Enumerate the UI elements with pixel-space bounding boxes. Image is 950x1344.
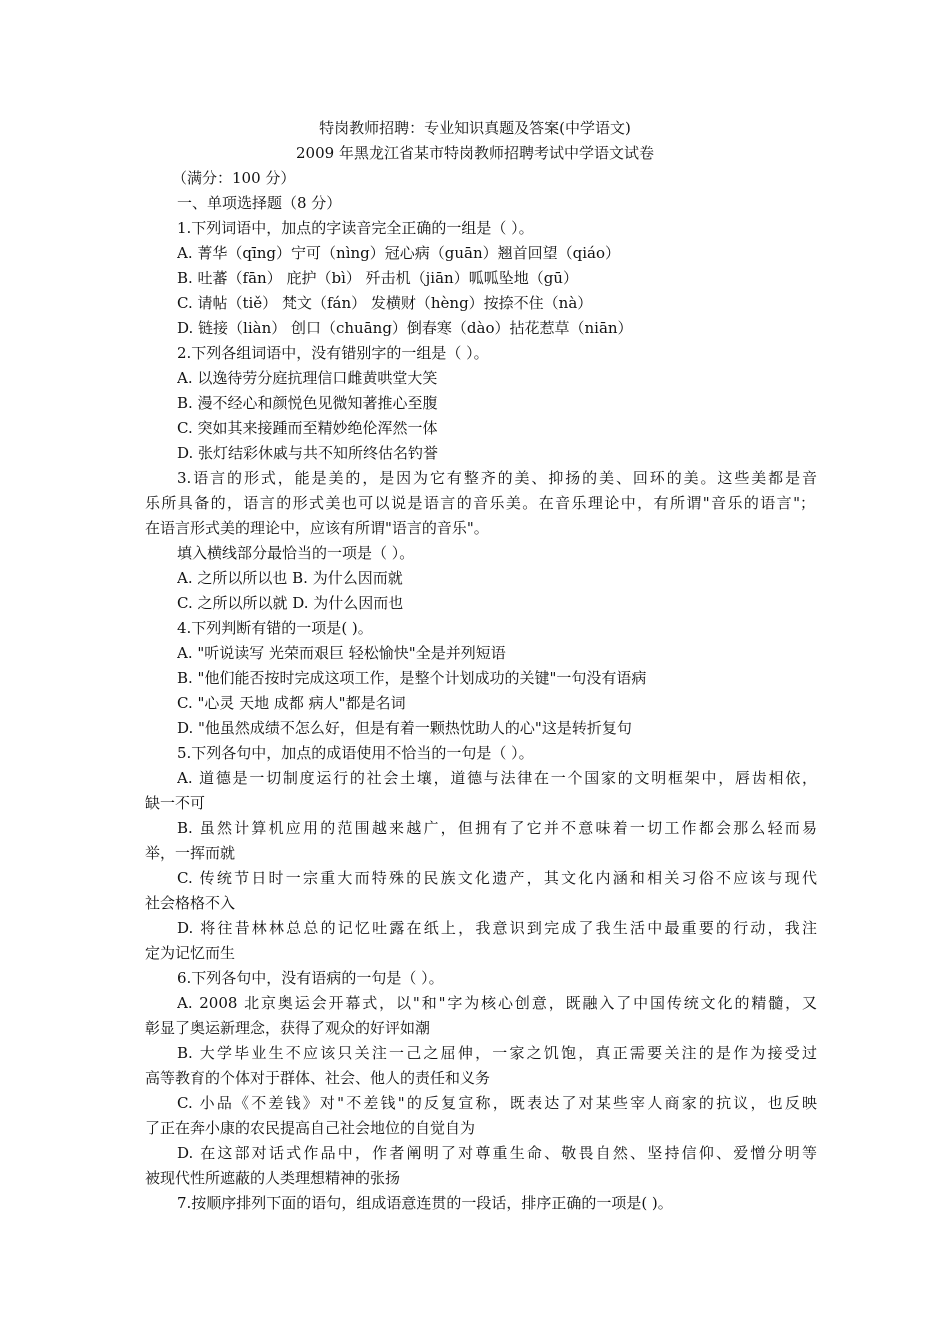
paragraph-line: 在语言形式美的理论中，应该有所谓"语言的音乐"。 <box>145 519 489 537</box>
option-line: C. 传统节日时一宗重大而特殊的民族文化遗产，其文化内涵和相关习俗不应该与现代 <box>177 869 817 887</box>
paragraph-line: 彰显了奥运新理念，获得了观众的好评如潮 <box>145 1019 431 1037</box>
paragraph-line: 举，一挥而就 <box>145 844 236 862</box>
question-7: 7.按顺序排列下面的语句，组成语意连贯的一段话，排序正确的一项是( )。 <box>177 1194 673 1212</box>
option-line: A. 道德是一切制度运行的社会土壤，道德与法律在一个国家的文明框架中，唇齿相依， <box>177 769 817 787</box>
question-1: 1.下列词语中，加点的字读音完全正确的一组是（ ）。 <box>177 219 534 237</box>
paragraph-line: 定为记忆而生 <box>145 944 236 962</box>
option-line: B. 吐蕃（fān） 庇护（bì） 歼击机（jiān）呱呱坠地（gū） <box>177 269 578 287</box>
question-6: 6.下列各句中，没有语病的一句是（ ）。 <box>177 969 444 987</box>
option-line: D. 将往昔林林总总的记忆吐露在纸上，我意识到完成了我生活中最重要的行动，我注 <box>177 919 817 937</box>
option-line: D. 链接（liàn） 创口（chuāng）倒春寒（dào）拈花惹草（niān） <box>177 319 633 337</box>
option-line: D. 在这部对话式作品中，作者阐明了对尊重生命、敬畏自然、坚持信仰、爱憎分明等 <box>177 1144 817 1162</box>
section-heading: 一、单项选择题（8 分） <box>177 194 342 212</box>
paragraph-line: 缺一不可 <box>145 794 206 812</box>
option-line: A. 菁华（qīng）宁可（nìng）冠心病（guān）翘首回望（qiáo） <box>177 244 620 262</box>
paragraph-line: 乐所具备的，语言的形式美也可以说是语言的音乐美。在音乐理论中，有所谓"音乐的语言"； <box>145 494 815 512</box>
option-line: C. "心灵 天地 成都 病人"都是名词 <box>177 694 406 712</box>
exam-subtitle: 2009 年黑龙江省某市特岗教师招聘考试中学语文试卷 <box>296 144 654 162</box>
paragraph-line: 社会格格不入 <box>145 894 236 912</box>
question-3-prompt: 填入横线部分最恰当的一项是（ ）。 <box>177 544 415 562</box>
option-line: C. 请帖（tiě） 梵文（fán） 发横财（hèng）按捺不住（nà） <box>177 294 593 312</box>
question-2: 2.下列各组词语中，没有错别字的一组是（ ）。 <box>177 344 489 362</box>
option-line: D. 张灯结彩休戚与共不知所终估名钓誉 <box>177 444 439 462</box>
option-line: B. 虽然计算机应用的范围越来越广，但拥有了它并不意味着一切工作都会那么轻而易 <box>177 819 817 837</box>
option-line: A. 2008 北京奥运会开幕式，以"和"字为核心创意，既融入了中国传统文化的精髓，又 <box>177 994 817 1012</box>
full-score: （满分：100 分） <box>172 169 296 187</box>
paragraph-line: 了正在奔小康的农民提高自己社会地位的自觉自为 <box>145 1119 476 1137</box>
option-line: B. 漫不经心和颜悦色见微知著推心至腹 <box>177 394 438 412</box>
option-line: C. 突如其来接踵而至精妙绝伦浑然一体 <box>177 419 438 437</box>
question-5: 5.下列各句中，加点的成语使用不恰当的一句是（ ）。 <box>177 744 534 762</box>
option-line: A. 以逸待劳分庭抗理信口雌黄哄堂大笑 <box>177 369 438 387</box>
option-line: A. 之所以所以也 B. 为什么因而就 <box>177 569 403 587</box>
question-4: 4.下列判断有错的一项是( )。 <box>177 619 373 637</box>
question-3: 3.语言的形式，能是美的，是因为它有整齐的美、抑扬的美、回环的美。这些美都是音 <box>177 469 817 487</box>
option-line: C. 之所以所以就 D. 为什么因而也 <box>177 594 404 612</box>
option-line: C. 小品《不差钱》对"不差钱"的反复宣称，既表达了对某些宰人商家的抗议，也反映 <box>177 1094 817 1112</box>
paragraph-line: 高等教育的个体对于群体、社会、他人的责任和义务 <box>145 1069 491 1087</box>
option-line: B. 大学毕业生不应该只关注一己之屈伸，一家之饥饱，真正需要关注的是作为接受过 <box>177 1044 817 1062</box>
paragraph-line: 被现代性所遮蔽的人类理想精神的张扬 <box>145 1169 401 1187</box>
option-line: A. "听说读写 光荣而艰巨 轻松愉快"全是并列短语 <box>177 644 506 662</box>
document-title: 特岗教师招聘：专业知识真题及答案(中学语文) <box>319 119 631 137</box>
option-line: B. "他们能否按时完成这项工作，是整个计划成功的关键"一句没有语病 <box>177 669 647 687</box>
option-line: D. "他虽然成绩不怎么好，但是有着一颗热忱助人的心"这是转折复句 <box>177 719 632 737</box>
